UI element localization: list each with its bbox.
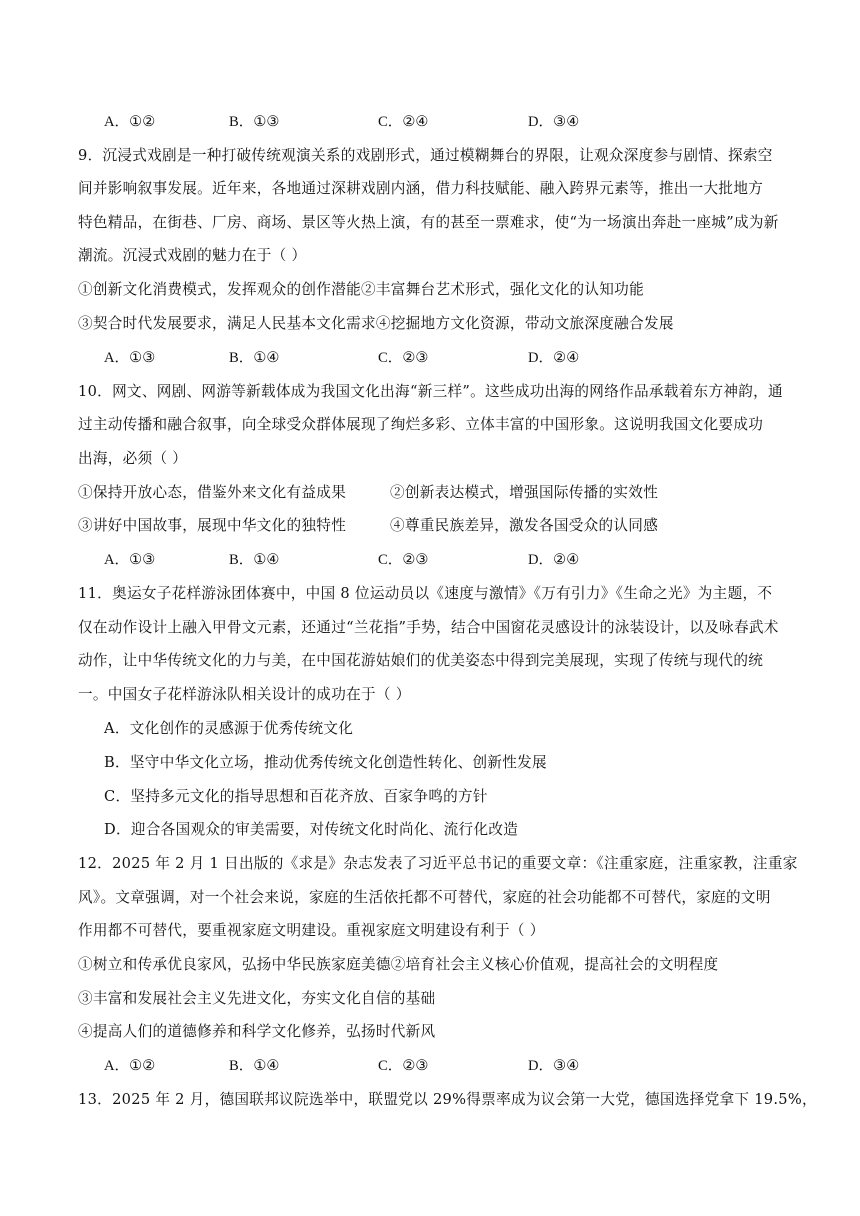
q10-option-a: A．①③ xyxy=(104,551,156,568)
q12-stem-line-3: 作用都不可替代，要重视家庭文明建设。重视家庭文明建设有利于（ ） xyxy=(78,922,545,939)
q12-option-a: A．①② xyxy=(104,1057,156,1074)
q10-item-row-2 xyxy=(78,516,659,536)
q13-stem-line-1: 13．2025 年 2 月，德国联邦议院选举中，联盟党以 29%得票率成为议会第一大党，德国选择党拿下 19.5%， xyxy=(78,1091,817,1108)
q10-item-2: ②创新表达模式，增强国际传播的实效性 xyxy=(390,484,659,501)
q11-stem-line-4: 一。中国女子花样游泳队相关设计的成功在于（ ） xyxy=(78,686,411,703)
q10-item-4: ④尊重民族差异，激发各国受众的认同感 xyxy=(390,517,659,534)
q8-option-c: C．②④ xyxy=(378,113,429,130)
q12-stem-line-2: 风》。文章强调，对一个社会来说，家庭的生活依托都不可替代，家庭的社会功能都不可替代，家庭的文明 xyxy=(78,889,771,906)
q9-stem-line-3: 特色精品，在街巷、厂房、商场、景区等火热上演，有的甚至一票难求，使“为一场演出奔赴一座城”成为新 xyxy=(78,214,779,231)
q9-stem-line-2: 间并影响叙事发展。近年来，各地通过深耕戏剧内涵，借力科技赋能、融入跨界元素等，推出一大批地方 xyxy=(78,180,764,197)
q9-option-a: A．①③ xyxy=(104,349,156,366)
q9-option-c: C．②③ xyxy=(378,349,429,366)
q10-item-1: ①保持开放心态，借鉴外来文化有益成果 xyxy=(78,484,347,501)
q10-stem-line-3: 出海，必须（ ） xyxy=(78,450,188,467)
q12-item-4: ④提高人们的道德修养和科学文化修养，弘扬时代新风 xyxy=(78,1023,436,1040)
q11-stem-line-1: 11．奥运女子花样游泳团体赛中，中国 8 位运动员以《速度与激情》《万有引力》《生命之光》为主题，不 xyxy=(78,585,773,602)
q10-option-d: D．②④ xyxy=(528,551,580,568)
q9-stem-line-1: 9．沉浸式戏剧是一种打破传统观演关系的戏剧形式，通过模糊舞台的界限，让观众深度参与剧情、探索空 xyxy=(78,147,773,164)
q9-option-d: D．②④ xyxy=(528,349,580,366)
q10-stem-line-2: 过主动传播和融合叙事，向全球受众群体展现了绚烂多彩、立体丰富的中国形象。这说明我国文化要成功 xyxy=(78,416,764,433)
q8-option-a: A．①② xyxy=(104,113,156,130)
q9-stem-line-4: 潮流。沉浸式戏剧的魅力在于（ ） xyxy=(78,247,307,264)
q11-option-c: C．坚持多元文化的指导思想和百花齐放、百家争鸣的方针 xyxy=(104,788,488,805)
q12-option-c: C．②③ xyxy=(378,1057,429,1074)
q12-item-1-2: ①树立和传承优良家风，弘扬中华民族家庭美德②培育社会主义核心价值观，提高社会的文明程度 xyxy=(78,956,719,973)
q8-option-b: B．①③ xyxy=(229,113,280,130)
q11-option-d: D．迎合各国观众的审美需要，对传统文化时尚化、流行化改造 xyxy=(104,821,519,838)
q10-option-c: C．②③ xyxy=(378,551,429,568)
q12-item-3: ③丰富和发展社会主义先进文化，夯实文化自信的基础 xyxy=(78,990,436,1007)
q12-option-d: D．③④ xyxy=(528,1057,580,1074)
q9-item-3-4: ③契合时代发展要求，满足人民基本文化需求④挖掘地方文化资源，带动文旅深度融合发展 xyxy=(78,315,674,332)
q10-stem-line-1: 10．网文、网剧、网游等新载体成为我国文化出海“新三样”。这些成功出海的网络作品承载着东方神韵，通 xyxy=(78,383,783,400)
q8-option-d: D．③④ xyxy=(528,113,580,130)
q12-option-b: B．①④ xyxy=(229,1057,280,1074)
q11-stem-line-3: 动作，让中华传统文化的力与美，在中国花游姑娘们的优美姿态中得到完美展现，实现了传统与现代的统 xyxy=(78,652,764,669)
q10-item-row-1 xyxy=(78,483,659,503)
q11-option-b: B．坚守中华文化立场，推动优秀传统文化创造性转化、创新性发展 xyxy=(104,754,547,771)
q9-item-1-2: ①创新文化消费模式，发挥观众的创作潜能②丰富舞台艺术形式，强化文化的认知功能 xyxy=(78,281,644,298)
q11-option-a: A．文化创作的灵感源于优秀传统文化 xyxy=(104,720,354,737)
q11-stem-line-2: 仅在动作设计上融入甲骨文元素，还通过“兰花指”手势，结合中国窗花灵感设计的泳装设计，以及咏春武术 xyxy=(78,619,779,636)
q10-option-b: B．①④ xyxy=(229,551,280,568)
q9-option-b: B．①④ xyxy=(229,349,280,366)
q10-item-3: ③讲好中国故事，展现中华文化的独特性 xyxy=(78,517,347,534)
q12-stem-line-1: 12．2025 年 2 月 1 日出版的《求是》杂志发表了习近平总书记的重要文章：《注重家庭，注重家教，注重家 xyxy=(78,855,798,872)
